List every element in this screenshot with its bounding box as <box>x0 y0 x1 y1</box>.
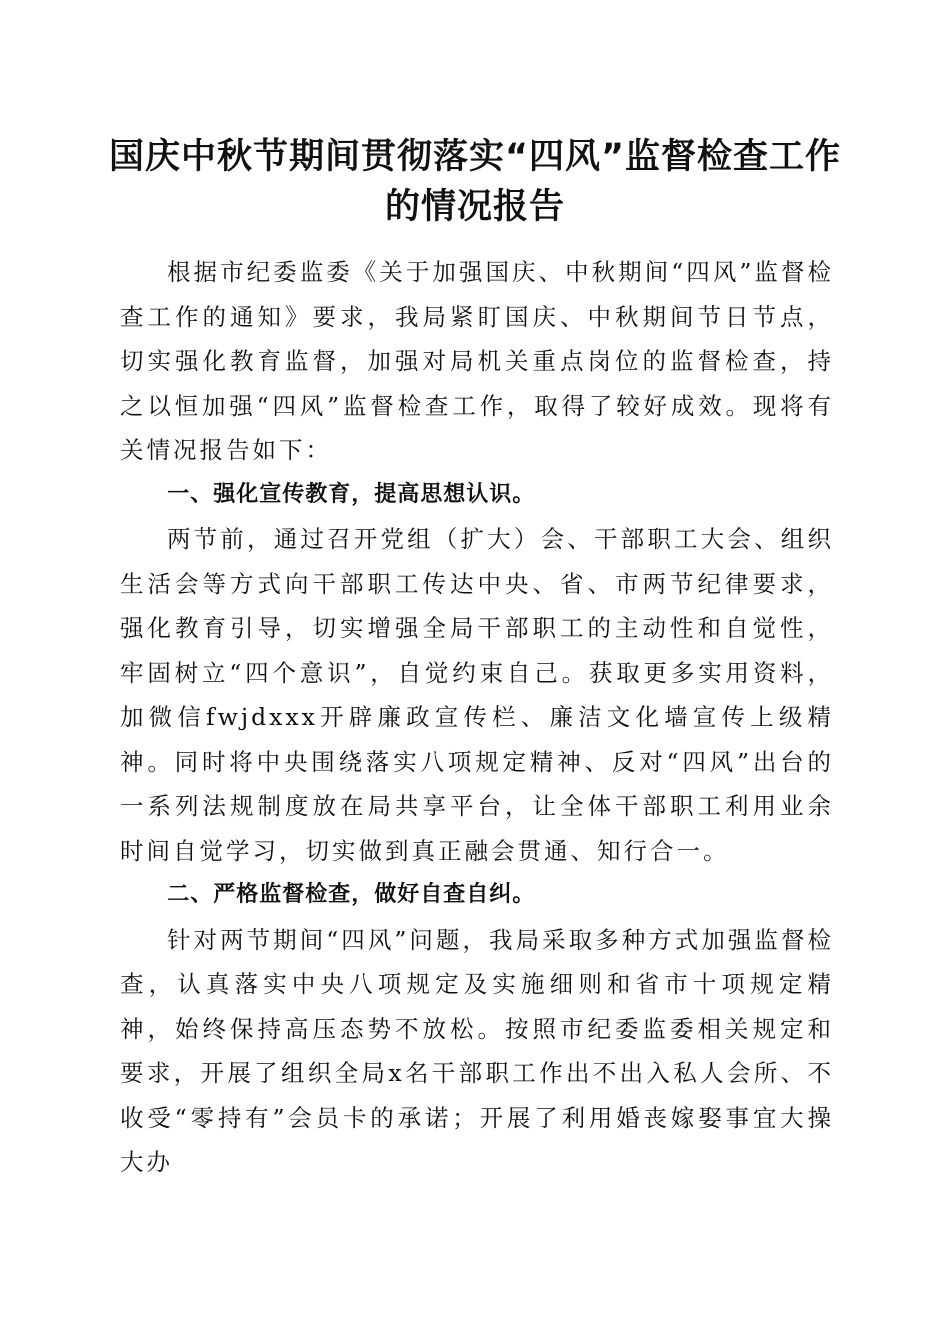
document-title: 国庆中秋节期间贯彻落实“四风”监督检查工作的情况报告 <box>108 137 841 227</box>
intro-paragraph: 根据市纪委监委《关于加强国庆、中秋期间“四风”监督检查工作的通知》要求，我局紧盯国庆、中秋期间节日节点，切实强化教育监督，加强对局机关重点岗位的监督检查，持之以恒加强“四风”监督检查工作，取得了较好成效。现将有关情况报告如下： <box>120 258 834 464</box>
section-1-paragraph: 两节前，通过召开党组（扩大）会、干部职工大会、组织生活会等方式向干部职工传达中央、省、市两节纪律要求，强化教育引导，切实增强全局干部职工的主动性和自觉性，牢固树立“四个意识”，自觉约束自己。获取更多实用资料，加微信fwjdxxx开辟廉政宣传栏、廉洁文化墙宣传上级精神。同时将中央围绕落实八项规定精神、反对“四风”出台的一系列法规制度放在局共享平台，让全体干部职工利用业余时间自觉学习，切实做到真正融会贯通、知行合一。 <box>120 525 834 865</box>
section-2-paragraph: 针对两节期间“四风”问题，我局采取多种方式加强监督检查，认真落实中央八项规定及实施细则和省市十项规定精神，始终保持高压态势不放松。按照市纪委监委相关规定和要求，开展了组织全局x名干部职工作出不出入私人会所、不收受“零持有”会员卡的承诺；开展了利用婚丧嫁娶事宜大操大办 <box>120 925 834 1176</box>
section-heading-2: 二、严格监督检查，做好自查自纠。 <box>167 882 536 907</box>
section-heading-1: 一、强化宣传教育，提高思想认识。 <box>167 481 536 507</box>
document-body <box>120 250 834 1185</box>
